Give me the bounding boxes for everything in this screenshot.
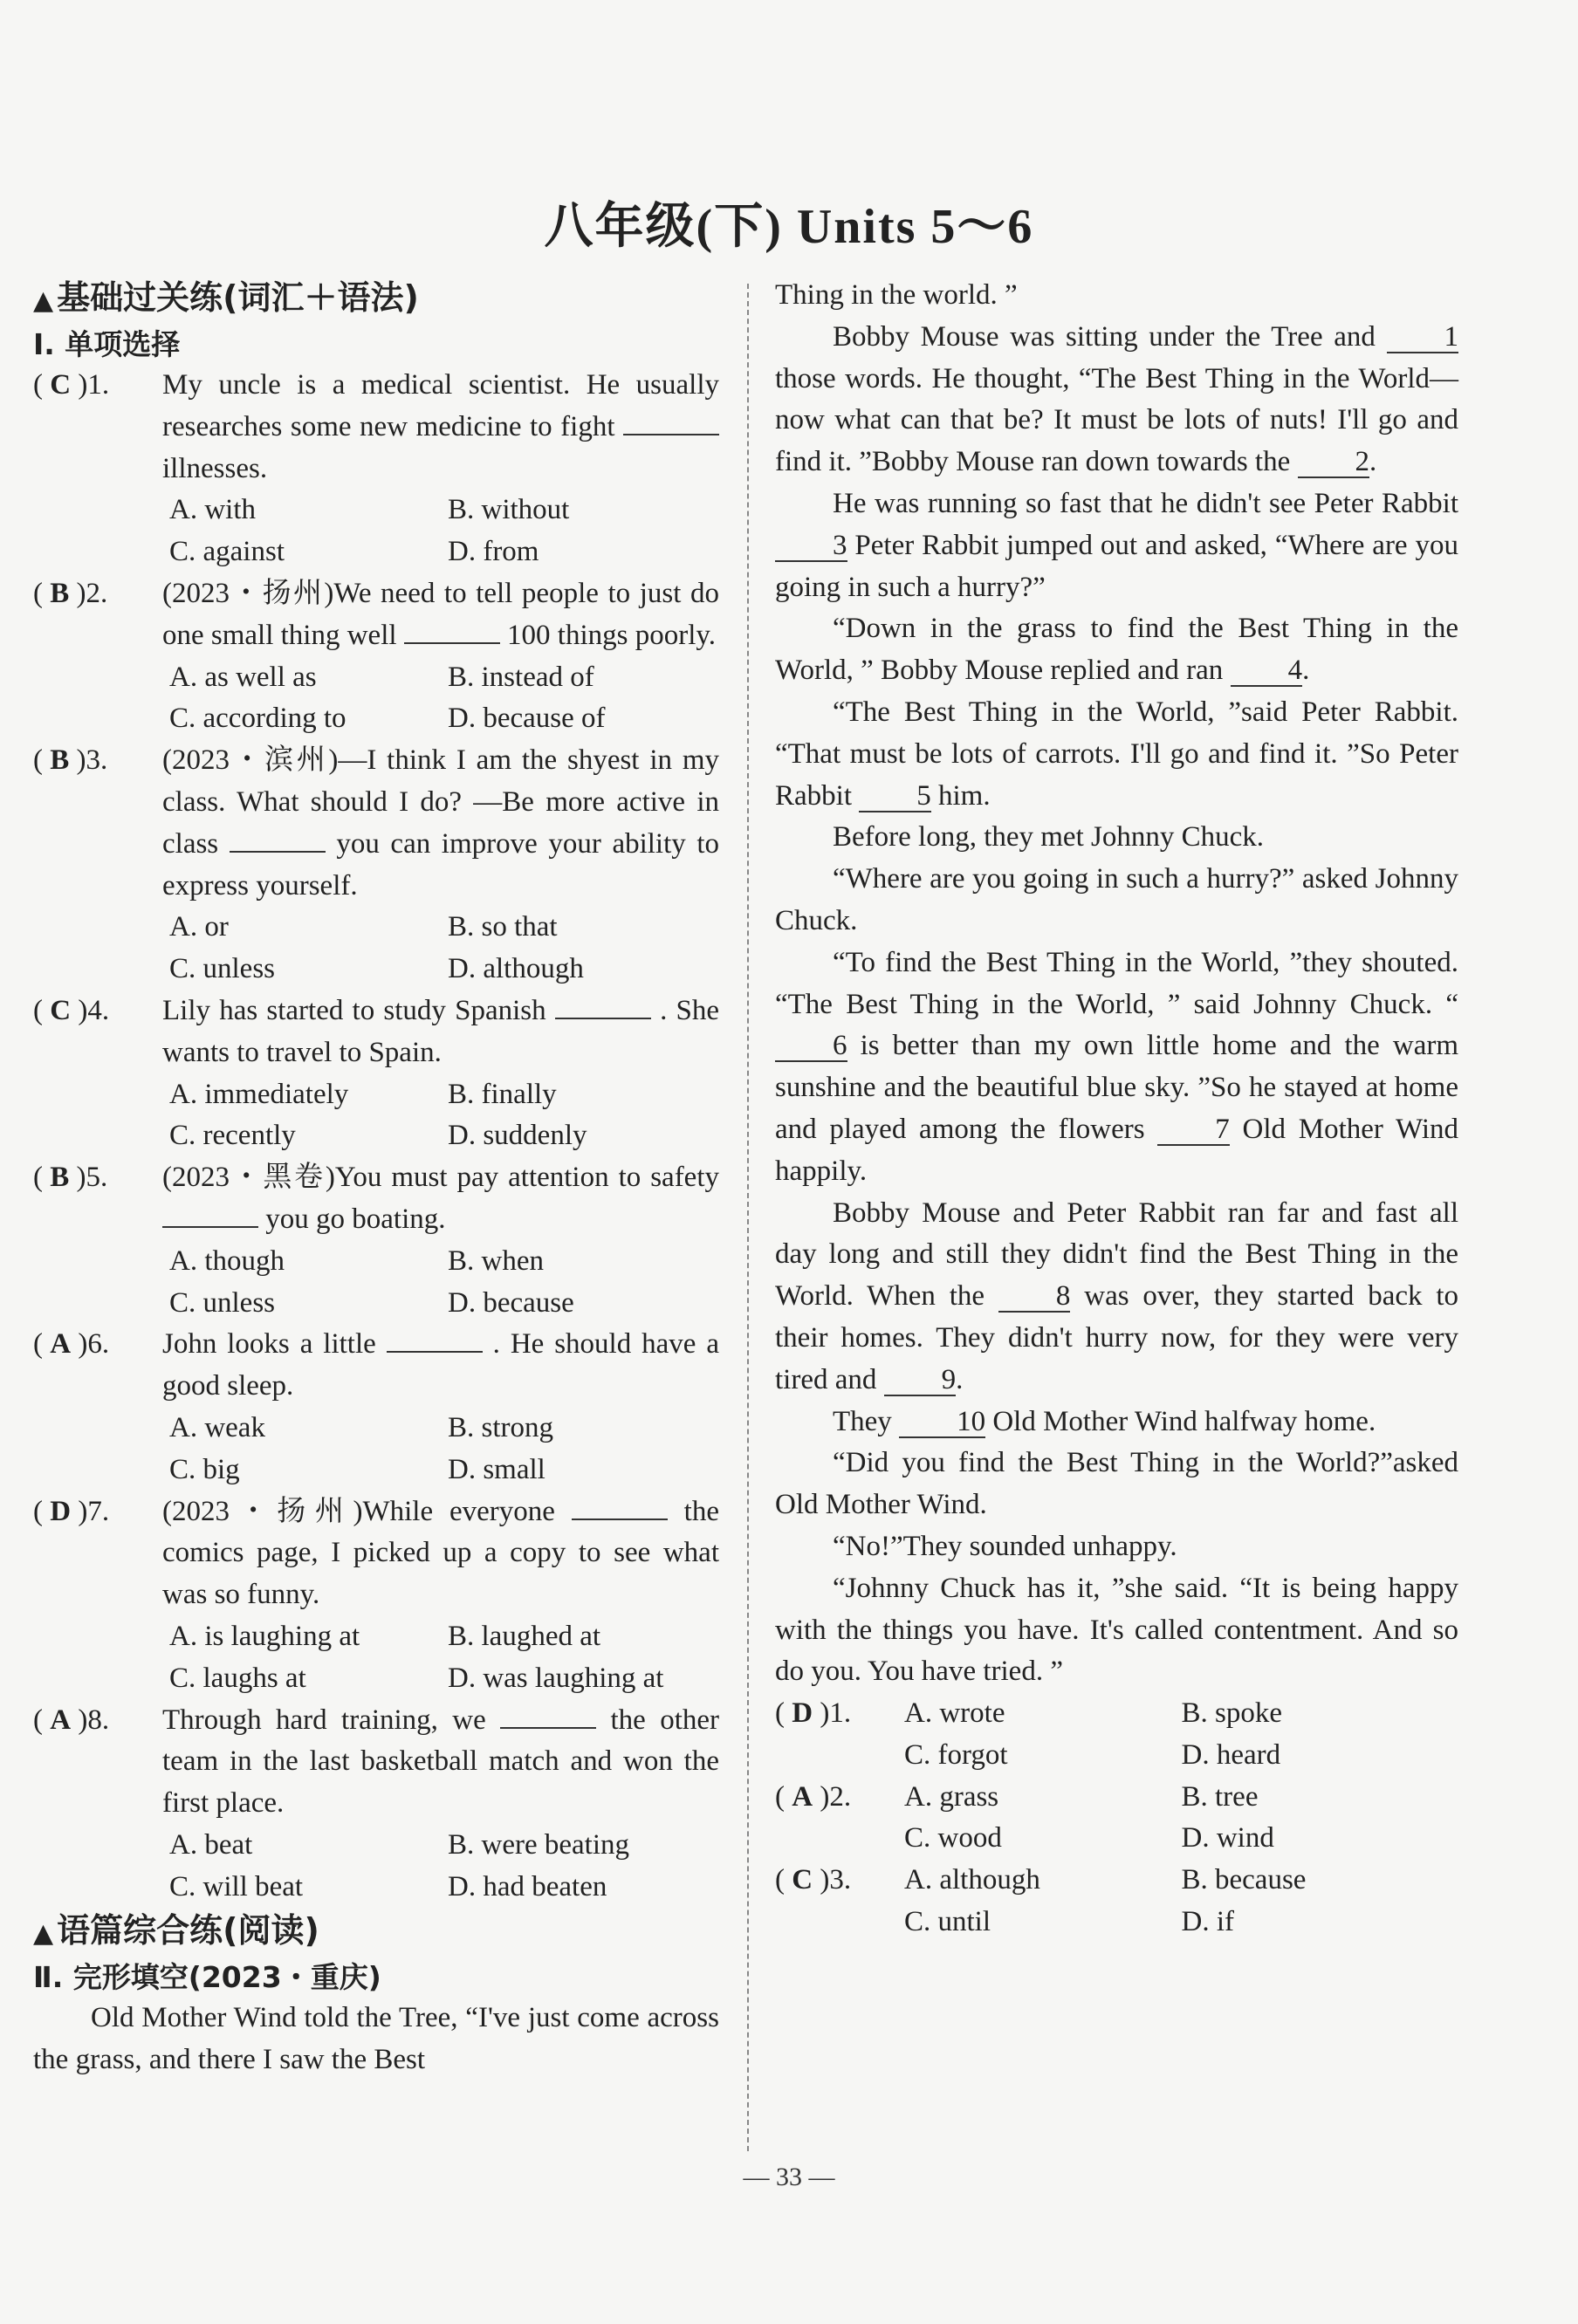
options (162, 1408, 719, 1491)
option: C. big (169, 1453, 240, 1485)
options (162, 1074, 719, 1158)
passage-paragraph: He was running so fast that he didn't see Peter Rabbit 3 Peter Rabbit jumped out and asked, “Where are you going in such a hurry?” (775, 487, 1458, 603)
option: C. until (904, 1906, 991, 1938)
option: A. weak (169, 1411, 265, 1443)
options (162, 1825, 719, 1909)
options (162, 1241, 719, 1325)
question-stem: Through hard training, we the other team in the last basketball match and won the first place. (162, 1700, 719, 1825)
option: D. was laughing at (448, 1662, 664, 1694)
option: D. if (1181, 1906, 1234, 1938)
option: B. without (448, 494, 570, 526)
answer-mark: ( C )3. (775, 1864, 852, 1896)
answer-mark: ( A )6. (33, 1328, 110, 1361)
option: A. immediately (169, 1078, 349, 1110)
option: A. though (169, 1244, 285, 1277)
option: C. will beat (169, 1870, 304, 1902)
option: B. finally (448, 1078, 557, 1110)
page-number: — 33 — (743, 2163, 835, 2191)
blank (230, 825, 326, 853)
question-stem: (2023・扬州)We need to tell people to just do one small thing well 100 things poorly. (162, 577, 719, 651)
passage-paragraph: “Did you find the Best Thing in the World?”asked Old Mother Wind. (775, 1447, 1458, 1521)
option: B. strong (448, 1411, 554, 1443)
question-item (33, 991, 719, 1157)
option: D. had beaten (448, 1870, 607, 1902)
triangle-icon: ▲ (33, 285, 54, 316)
option: A. beat (169, 1828, 253, 1861)
question-stem: John looks a little . He should have a good sleep. (162, 1324, 719, 1408)
column-divider (747, 284, 749, 2151)
option: B. because (1181, 1864, 1307, 1896)
passage-paragraph: Bobby Mouse was sitting under the Tree and 1 those words. He thought, “The Best Thing in the World—now what can that be? It must be lots of nuts! I'll go and find it. ”Bobby Mouse ran down towards the 2. (775, 320, 1459, 478)
options (162, 1616, 719, 1700)
answer-mark: ( B )5. (33, 1162, 108, 1194)
blank (404, 616, 500, 644)
option: B. instead of (448, 661, 594, 693)
cloze-item (775, 1777, 1458, 1861)
option: D. suddenly (448, 1120, 587, 1152)
blank: 5 (859, 781, 931, 812)
option: A. as well as (169, 661, 317, 693)
option: A. or (169, 911, 229, 943)
answer-mark: ( A )8. (33, 1704, 110, 1736)
passage-paragraph: They 10 Old Mother Wind halfway home. (833, 1405, 1376, 1437)
option: D. although (448, 953, 584, 985)
question-list (33, 365, 719, 1908)
section-heading: ▲ 基础过关练(词汇＋语法) (33, 278, 419, 317)
blank: 9 (884, 1365, 957, 1396)
answer-mark: ( C )1. (33, 369, 110, 401)
passage-paragraph: Bobby Mouse and Peter Rabbit ran far and fast all day long and still they didn't find the Best Thing in the World. When the 8 was over, they started back to their homes. They didn't hurry now, for they were very tired and 9. (775, 1196, 1458, 1395)
option: C. laughs at (169, 1662, 306, 1694)
passage-intro: Old Mother Wind told the Tree, “I've just come across the grass, and there I saw the Best (33, 2002, 719, 2076)
triangle-icon: ▲ (33, 1918, 54, 1950)
option: C. unless (169, 1286, 276, 1319)
cloze-options (775, 1693, 1458, 1944)
question-item (33, 365, 719, 573)
options (162, 657, 719, 741)
cloze-item (775, 1693, 1458, 1777)
blank (572, 1492, 668, 1520)
right-column (775, 275, 1458, 1944)
option: C. according to (169, 703, 346, 735)
blank: 4 (1231, 655, 1303, 687)
answer-mark: ( B )3. (33, 744, 108, 777)
question-stem: (2023・滨州)—I think I am the shyest in my class. What should I do? —Be more active in class you can improve your ability to express yourself. (162, 744, 720, 901)
question-item (33, 1324, 719, 1491)
option: D. small (448, 1453, 545, 1485)
blank (162, 1200, 258, 1228)
option: B. when (448, 1244, 544, 1277)
option: A. is laughing at (169, 1620, 360, 1652)
option: D. wind (1181, 1822, 1274, 1854)
question-stem: My uncle is a medical scientist. He usually researches some new medicine to fight illnesses. (162, 369, 719, 484)
answer-mark: ( A )2. (775, 1780, 852, 1813)
question-item (33, 1700, 719, 1909)
option: D. because of (448, 703, 606, 735)
option: C. wood (904, 1822, 1002, 1854)
passage-paragraph: “The Best Thing in the World, ”said Peter Rabbit. “That must be lots of carrots. I'll go and find it. ”So Peter Rabbit 5 him. (775, 696, 1458, 812)
passage-paragraph: “Where are you going in such a hurry?” asked Johnny Chuck. (775, 863, 1458, 936)
blank (387, 1325, 483, 1353)
answer-mark: ( D )7. (33, 1495, 110, 1527)
blank: 10 (899, 1407, 985, 1438)
question-stem: Lily has started to study Spanish . She wants to travel to Spain. (162, 991, 719, 1074)
option: C. recently (169, 1120, 296, 1152)
blank (555, 991, 651, 1019)
option: A. grass (904, 1780, 999, 1813)
option: A. wrote (904, 1697, 1005, 1730)
option: D. because (448, 1286, 574, 1319)
option: B. spoke (1181, 1697, 1282, 1730)
cloze-item (775, 1860, 1458, 1944)
blank: 2 (1298, 447, 1370, 478)
question-item (33, 1157, 719, 1324)
option: D. from (448, 536, 539, 568)
passage-paragraph: “No!”They sounded unhappy. (833, 1530, 1177, 1562)
blank: 7 (1157, 1114, 1230, 1146)
question-stem: (2023・扬州)While everyone the comics page, I picked up a copy to see what was so funny. (162, 1491, 719, 1616)
option: D. heard (1181, 1738, 1281, 1771)
options (162, 490, 719, 573)
option: B. laughed at (448, 1620, 601, 1652)
blank: 3 (775, 531, 847, 562)
page-title: 八年级(下) Units 5～6 (544, 200, 1034, 254)
option: A. although (904, 1864, 1040, 1896)
question-stem: (2023・黑卷)You must pay attention to safety you go boating. (162, 1162, 719, 1235)
question-item (33, 1491, 719, 1700)
section-heading: ▲ 语篇综合练(阅读) (33, 1911, 319, 1950)
options (162, 907, 719, 991)
option: C. unless (169, 953, 276, 985)
blank: 8 (998, 1281, 1071, 1313)
answer-mark: ( B )2. (33, 577, 108, 609)
blank: 6 (775, 1031, 847, 1062)
section-subheading: Ⅰ. 单项选择 (33, 327, 181, 361)
answer-mark: ( D )1. (775, 1697, 852, 1730)
passage-paragraph: “To find the Best Thing in the World, ”they shouted. “The Best Thing in the World, ” said Johnny Chuck. “6 is better than my own little home and the warm sunshine and the beautiful blue sky. ”So he stayed at home and played among the flowers 7 Old Mother Wind happily. (775, 946, 1459, 1187)
option: C. forgot (904, 1738, 1008, 1771)
question-item (33, 573, 719, 740)
option: C. against (169, 536, 285, 568)
left-column (33, 275, 719, 2081)
passage-paragraph: “Down in the grass to find the Best Thing in the World, ” Bobby Mouse replied and ran 4. (775, 613, 1458, 687)
passage-paragraph: Thing in the world. ” (775, 279, 1018, 311)
option: B. tree (1181, 1780, 1259, 1813)
option: A. with (169, 494, 256, 526)
blank (500, 1701, 596, 1729)
question-item (33, 740, 719, 991)
passage-paragraph: Before long, they met Johnny Chuck. (833, 821, 1265, 854)
passage-paragraph: “Johnny Chuck has it, ”she said. “It is being happy with the things you have. It's called contentment. And so do you. You have tried. ” (775, 1572, 1458, 1688)
option: B. so that (448, 911, 558, 943)
section-subheading: Ⅱ. 完形填空(2023・重庆) (33, 1960, 381, 1995)
option: B. were beating (448, 1828, 630, 1861)
answer-mark: ( C )4. (33, 994, 110, 1026)
blank: 1 (1387, 322, 1459, 353)
blank (623, 408, 719, 435)
